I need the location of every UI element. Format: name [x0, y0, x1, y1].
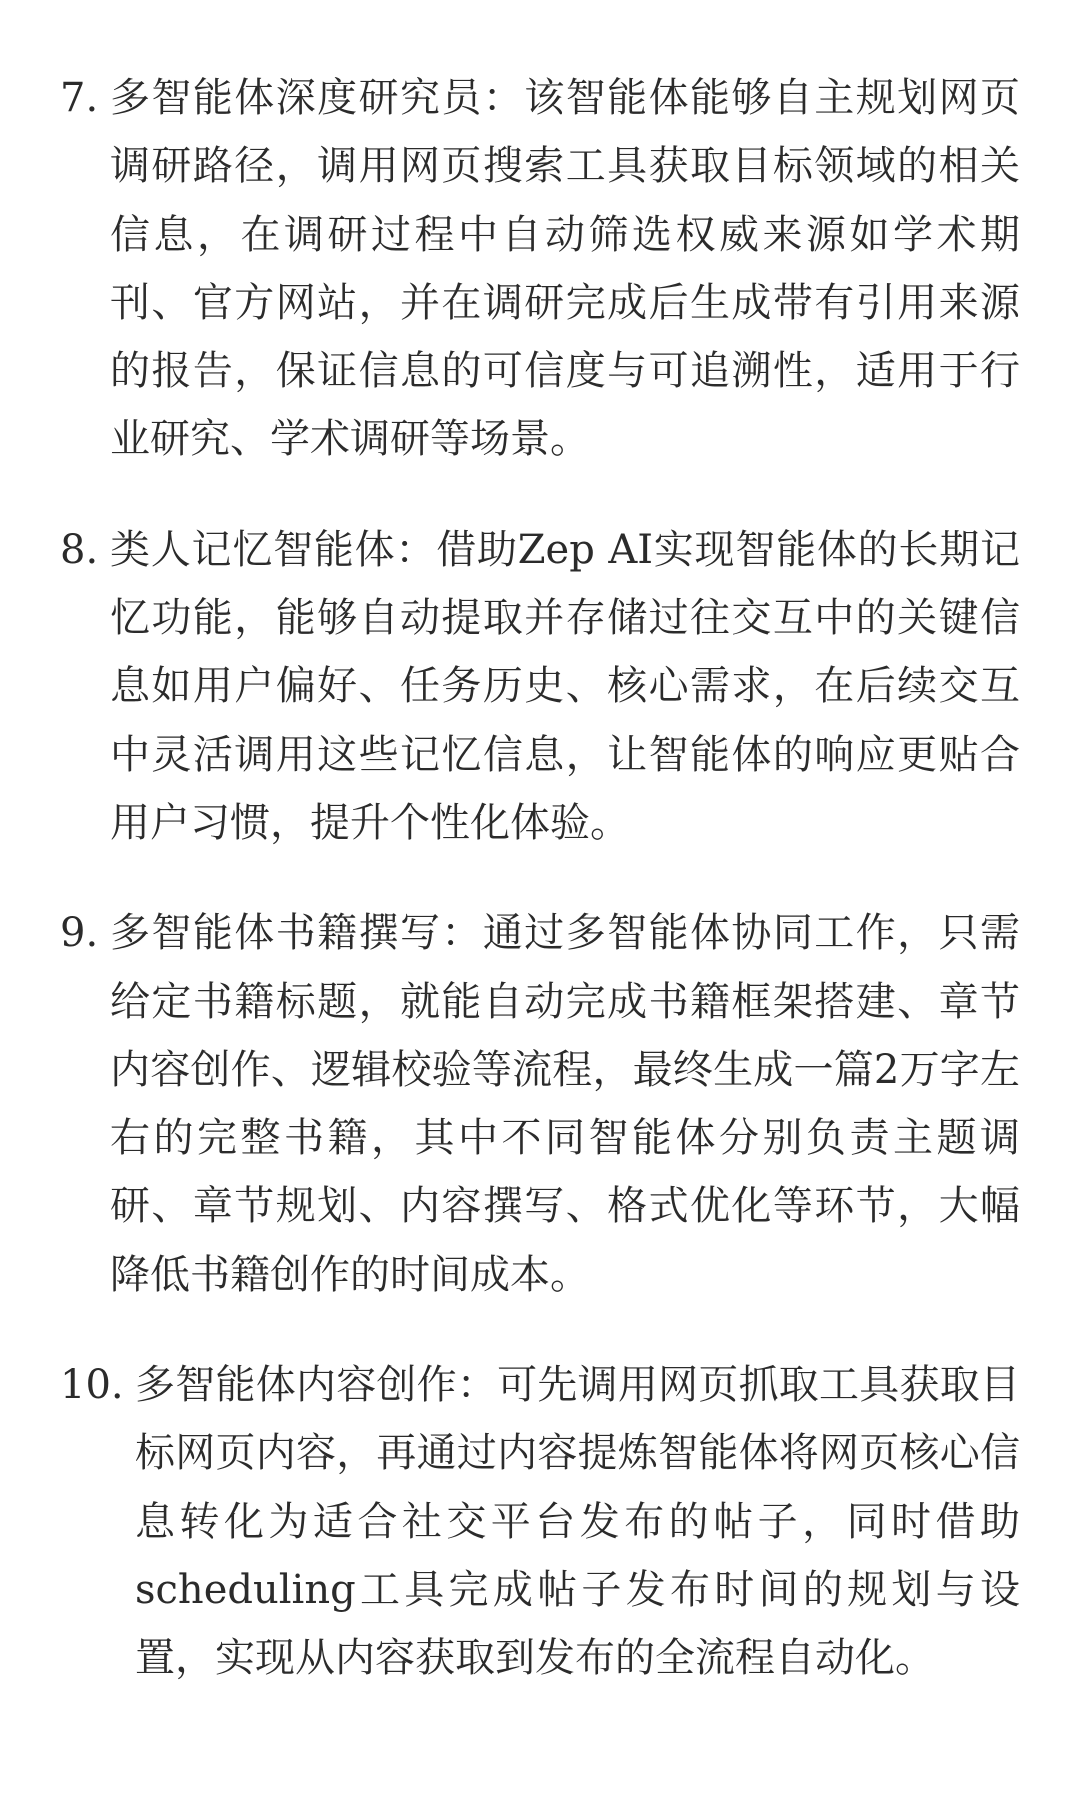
numbered-list: [60, 64, 1020, 1735]
list-item: [60, 899, 1020, 1309]
list-item-text: 多智能体书籍撰写：通过多智能体协同工作，只需给定书籍标题，就能自动完成书籍框架搭建、章节内容创作、逻辑校验等流程，最终生成一篇2万字左右的完整书籍，其中不同智能体分别负责主题调研、章节规划、内容撰写、格式优化等环节，大幅降低书籍创作的时间成本。: [110, 910, 1020, 1298]
list-item-number: 10.: [60, 1362, 124, 1409]
list-item-number: 9.: [60, 910, 99, 957]
list-item: [60, 64, 1020, 474]
list-item-text: 多智能体内容创作：可先调用网页抓取工具获取目标网页内容，再通过内容提炼智能体将网页核心信息转化为适合社交平台发布的帖子，同时借助scheduling工具完成帖子发布时间的规划与设置，实现从内容获取到发布的全流程自动化。: [135, 1362, 1020, 1682]
list-item-number: 7.: [60, 75, 99, 121]
list-item-number: 8.: [60, 526, 99, 573]
list-item-text: 类人记忆智能体：借助Zep AI实现智能体的长期记忆功能，能够自动提取并存储过往交互中的关键信息如用户偏好、任务历史、核心需求，在后续交互中灵活调用这些记忆信息，让智能体的响应更贴合用户习惯，提升个性化体验。: [110, 526, 1020, 846]
list-item: [60, 1351, 1020, 1692]
list-item-text: 多智能体深度研究员：该智能体能够自主规划网页调研路径，调用网页搜索工具获取目标领域的相关信息，在调研过程中自动筛选权威来源如学术期刊、官方网站，并在调研完成后生成带有引用来源的报告，保证信息的可信度与可追溯性，适用于行业研究、学术调研等场景。: [110, 75, 1020, 463]
list-item: [60, 516, 1020, 857]
